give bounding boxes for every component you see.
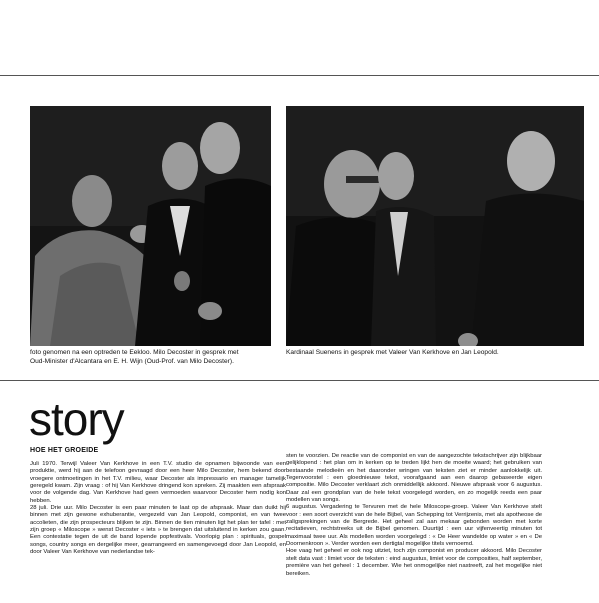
paragraph: Juli 1970. Terwijl Valeer Van Kerkhove in een T.V. studio de opnamen bijwoonde van een produktie, werd hij aan de telefoon gevraagd door een heer Milo Decoster, hem bekend door vroegere ontmoetingen in het T.V. milieu, waar Decoster als impressario en manager tamelijk geregeld kwam. Zijn vraag : of hij Van Kerkhove dringend kon spreken. Zij maakten een afspraak voor de volgende dag. Van Kerkhove had geen vermoeden waarvoor Decoster hem nodig kon hebben.: [30, 461, 286, 504]
paragraph: 28 juli. Drie uur. Milo Decoster is een paar minuten te laat op de afspraak. Maar dan duikt hij binnen met zijn gewone exhuberantie, vergezeld van Jan Leopold, componist, en van twee accolieten, die zijn prospecteurs blijken te zijn. Binnen de tien minuten ligt het plan ter tafel : met zijn groep « Miloscope » wenst Decoster « iets » te brengen dat uitsluitend in kerken zou gaan. Een contestatie tegen de uit de band lopende popfestivals. Voorlopig plan : spirituals, gospel songs, country songs en dergelijke meer, gearrangeerd en samengevoegd door Jan Leopold, en door Valeer Van Kerkhove van nederlandse tek-: [30, 505, 286, 556]
article-subtitle: HOE HET GROEIDE: [30, 447, 99, 454]
photo-left-image: [30, 106, 271, 346]
photo-right: [286, 106, 584, 346]
top-rule: [0, 75, 599, 76]
article-column-1: [30, 461, 286, 556]
photo-right-image: [286, 106, 584, 346]
paragraph: Hoe vaag het geheel er ook nog uitziet, toch zijn componist en producer akkoord. Milo Decoster stelt data vast : limiet voor de teksten : eind augustus, limiet voor de composities, half september, première van het geheel : 1 december. Wie het onmogelijke niet nastreeft, zal het mogelijke niet bereiken.: [286, 548, 542, 577]
photo-left-caption-line1: foto genomen na een optreden te Eekloo. Milo Decoster in gesprek met: [30, 349, 239, 356]
middle-rule: [0, 380, 599, 381]
photo-left-caption-line2: Oud-Minister d'Alcantara en E. H. Wijn (Oud-Prof. van Milo Decoster).: [30, 358, 234, 365]
paragraph: 6 augustus. Vergadering te Tervuren met de hele Miloscope-groep. Valeer Van Kerkhove stelt voor : een soort overzicht van de hele Bijbel, van Schepping tot Verrijzenis, met als apotheose de zaligsprekingen van de Bergrede. Het geheel zal aan mekaar gebonden worden met korte recitatieven, rechtstreeks uit de Bijbel genomen. Duurtijd : een uur vijfenveertig minuten tot maximaal twee uur. Als modellen worden voorgelegd : « De Heer wandelde op water » en « De Doornenkroon ». Verder worden een dertigtal mogelijke titels vernoemd.: [286, 504, 542, 548]
photo-left-caption: [30, 348, 280, 366]
photo-right-caption: Kardinaal Suenens in gesprek met Valeer Van Kerkhove en Jan Leopold.: [286, 349, 499, 356]
paragraph: sten te voorzien. De reactie van de componist en van de aangezochte tekstschrijver zijn blijkbaar gelijklopend : het plan om in kerken op te treden lijkt hen de moeite waard; het gebruiken van bestaande melodieën en het daaronder wringen van teksten ziet er minder aanlokkelijk uit. Tegenvoorstel : een gloednieuwe tekst, voorafgaand aan een daarop gebaseerde eigen compositie. Milo Decoster verklaart zich onmiddellijk akkoord. Nieuwe afspraak voor 6 augustus. Daar zal een grondplan van de hele tekst voorgelegd worden, en zo mogelijk reeds een paar modellen van songs.: [286, 453, 542, 504]
article-title: story: [29, 393, 124, 445]
photo-left: [30, 106, 271, 346]
article-column-2: [286, 453, 542, 578]
